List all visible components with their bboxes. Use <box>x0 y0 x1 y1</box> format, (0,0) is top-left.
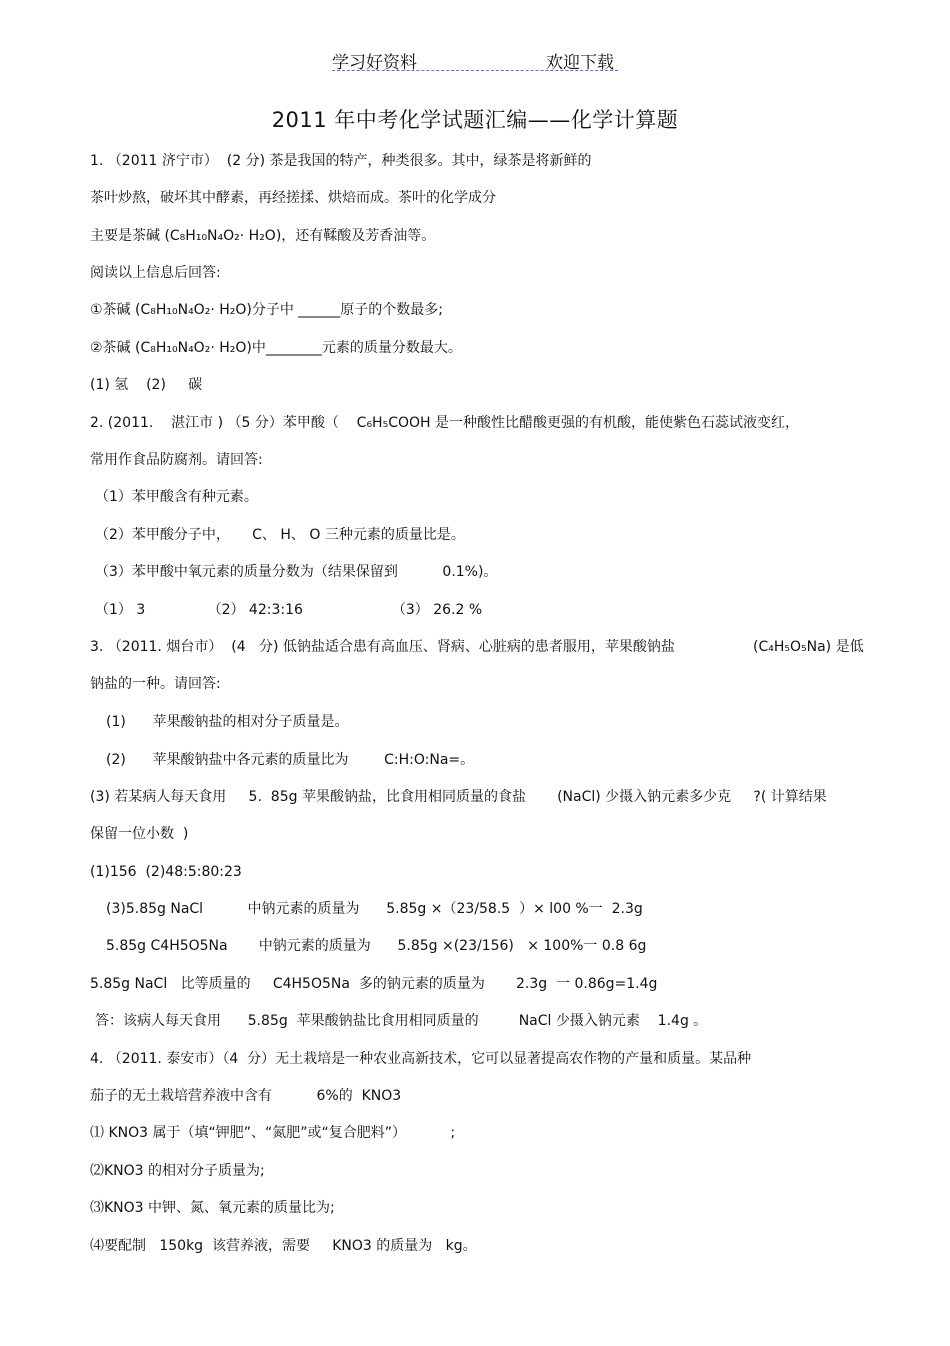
document-title: 2011 年中考化学试题汇编——化学计算题 <box>271 108 679 132</box>
text-line: 2. (2011. 湛江市 ) （5 分）苯甲酸（ C₆H₅COOH 是一种酸性比醋酸更强的有机酸，能使紫色石蕊试液变红， <box>90 415 799 431</box>
answer-line: 5.85g NaCl 比等质量的 C4H5O5Na 多的钠元素的质量为 2.3g 一 0.86g=1.4g <box>90 976 658 992</box>
text-line: ⑴ KNO3 属于（填“钾肥”、“氮肥”或“复合肥料”） ; <box>90 1125 456 1141</box>
header-right: 欢迎下载 <box>546 53 614 73</box>
answer-line: (1)156 (2)48:5:80:23 <box>90 864 242 880</box>
text-line: （2）苯甲酸分子中， C、 H、 O 三种元素的质量比是。 <box>95 527 465 543</box>
text-line: 茄子的无土栽培营养液中含有 6%的 KNO3 <box>90 1088 402 1104</box>
text-line-right: (C₄H₅O₅Na) 是低 <box>753 639 864 655</box>
header-left: 学习好资料 <box>332 53 417 73</box>
answer-line: (3)5.85g NaCl 中钠元素的质量为 5.85g ×（23/58.5 ）× l00 %一 2.3g <box>106 901 643 917</box>
text-line: ⑵KNO3 的相对分子质量为; <box>90 1163 265 1179</box>
text-line: ②茶碱 (C₈H₁₀N₄O₂· H₂O)中________元素的质量分数最大。 <box>90 340 462 356</box>
text-line: (2) 苹果酸钠盐中各元素的质量比为 C:H:O:Na=。 <box>106 752 475 768</box>
text-line: ⑷要配制 150kg 该营养液，需要 KNO3 的质量为 kg。 <box>90 1238 477 1254</box>
text-line: 3. （2011. 烟台市） (4 分) 低钠盐适合患有高血压、肾病、心脏病的患者服用，苹果酸钠盐 <box>90 639 675 655</box>
answer-line: (1) 氢 (2) 碳 <box>90 377 203 393</box>
text-line: (1) 苹果酸钠盐的相对分子质量是。 <box>106 714 349 730</box>
text-line: 茶叶炒熬，破坏其中酵素，再经搓揉、烘焙而成。茶叶的化学成分 <box>90 190 496 206</box>
text-line: 阅读以上信息后回答: <box>90 265 221 281</box>
text-line: ①茶碱 (C₈H₁₀N₄O₂· H₂O)分子中 ______原子的个数最多; <box>90 302 444 318</box>
text-line: 1. （2011 济宁市） (2 分) 茶是我国的特产，种类很多。其中，绿茶是将新鲜的 <box>90 153 592 169</box>
text-line: 4. （2011. 泰安市）（4 分）无土栽培是一种农业高新技术，它可以显著提高农作物的产量和质量。某品种 <box>90 1051 752 1067</box>
text-line: (3) 若某病人每天食用 5. 85g 苹果酸钠盐，比食用相同质量的食盐 (NaCl) 少摄入钠元素多少克 ?( 计算结果 <box>90 789 827 805</box>
answer-line: （1） 3 （2） 42:3:16 （3） 26.2 % <box>95 602 483 618</box>
text-line: 常用作食品防腐剂。请回答: <box>90 452 263 468</box>
text-line: 主要是茶碱 (C₈H₁₀N₄O₂· H₂O)，还有鞣酸及芳香油等。 <box>90 228 436 244</box>
answer-line: 答：该病人每天食用 5.85g 苹果酸钠盐比食用相同质量的 NaCl 少摄入钠元素 1.4g 。 <box>95 1013 708 1029</box>
text-line: （3）苯甲酸中氧元素的质量分数为（结果保留到 0.1%)。 <box>95 564 498 580</box>
text-line: （1）苯甲酸含有种元素。 <box>95 489 258 505</box>
text-line: ⑶KNO3 中钾、氮、氧元素的质量比为; <box>90 1200 335 1216</box>
answer-line: 5.85g C4H5O5Na 中钠元素的质量为 5.85g ×(23/156) × 100%一 0.8 6g <box>106 938 647 954</box>
page-header <box>332 48 618 71</box>
text-line: 保留一位小数 ) <box>90 826 189 842</box>
text-line: 钠盐的一种。请回答: <box>90 676 221 692</box>
